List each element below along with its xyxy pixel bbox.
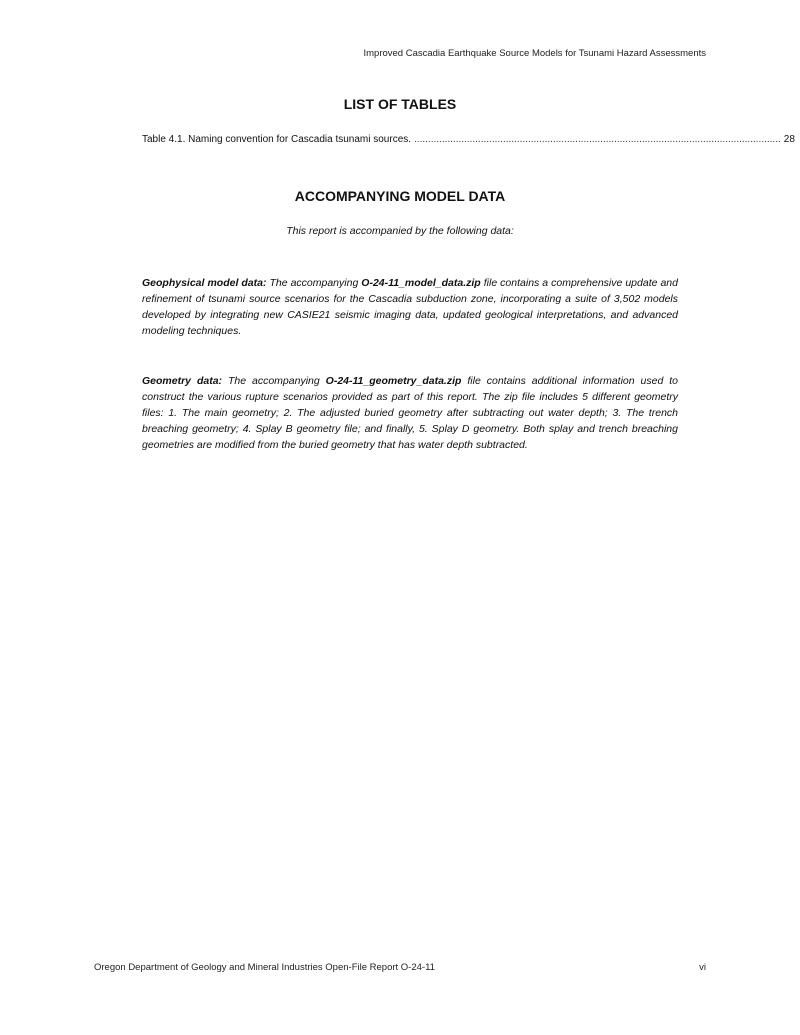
toc-entry-table-4-1[interactable] — [142, 134, 795, 145]
paragraph-text: The accompanying — [222, 375, 326, 387]
filename: O-24-11_model_data.zip — [361, 277, 481, 289]
accompanying-model-data-heading: ACCOMPANYING MODEL DATA — [294, 188, 506, 204]
paragraph-title: Geometry data: — [142, 375, 223, 387]
running-header: Improved Cascadia Earthquake Source Models for Tsunami Hazard Assessments — [363, 48, 706, 59]
toc-entry-label: Table 4.1. Naming convention for Cascadia tsunami sources. — [142, 134, 412, 145]
toc-entry-page: 28 — [783, 134, 795, 145]
geophysical-model-data-paragraph — [142, 275, 678, 339]
paragraph-text: file contains a comprehensive update and refinement of tsunami source scenarios for the Cascadia subduction zone, incorporating a suite of 3,502 models developed by integrating new CASIE21 seismic imaging data, updated geological interpretations, and advanced modeling techniques. — [142, 277, 678, 337]
toc-dot-leader: .................................................................................................................................... — [414, 134, 781, 145]
page-footer — [94, 962, 706, 973]
paragraph-title: Geophysical model data: — [142, 277, 267, 289]
footer-publisher: Oregon Department of Geology and Mineral Industries Open-File Report O-24-11 — [94, 962, 435, 973]
paragraph-text: The accompanying — [266, 277, 362, 289]
list-of-tables-heading: LIST OF TABLES — [343, 96, 457, 112]
paragraph-text: file contains additional information used to construct the various rupture scenarios provided as part of this report. The zip file includes 5 different geometry files: 1. The main geometry; 2. The adjusted buried geometry after subtracting out water depth; 3. The trench breaching geometry; 4. Splay B geometry file; and finally, 5. Splay D geometry. Both splay and trench breaching geometries are modified from the buried geometry that has water depth subtracted. — [142, 375, 678, 451]
accompanying-data-intro: This report is accompanied by the following data: — [286, 225, 514, 237]
filename: O-24-11_geometry_data.zip — [325, 375, 462, 387]
geometry-data-paragraph — [142, 373, 678, 453]
footer-page-number: vi — [699, 962, 706, 973]
